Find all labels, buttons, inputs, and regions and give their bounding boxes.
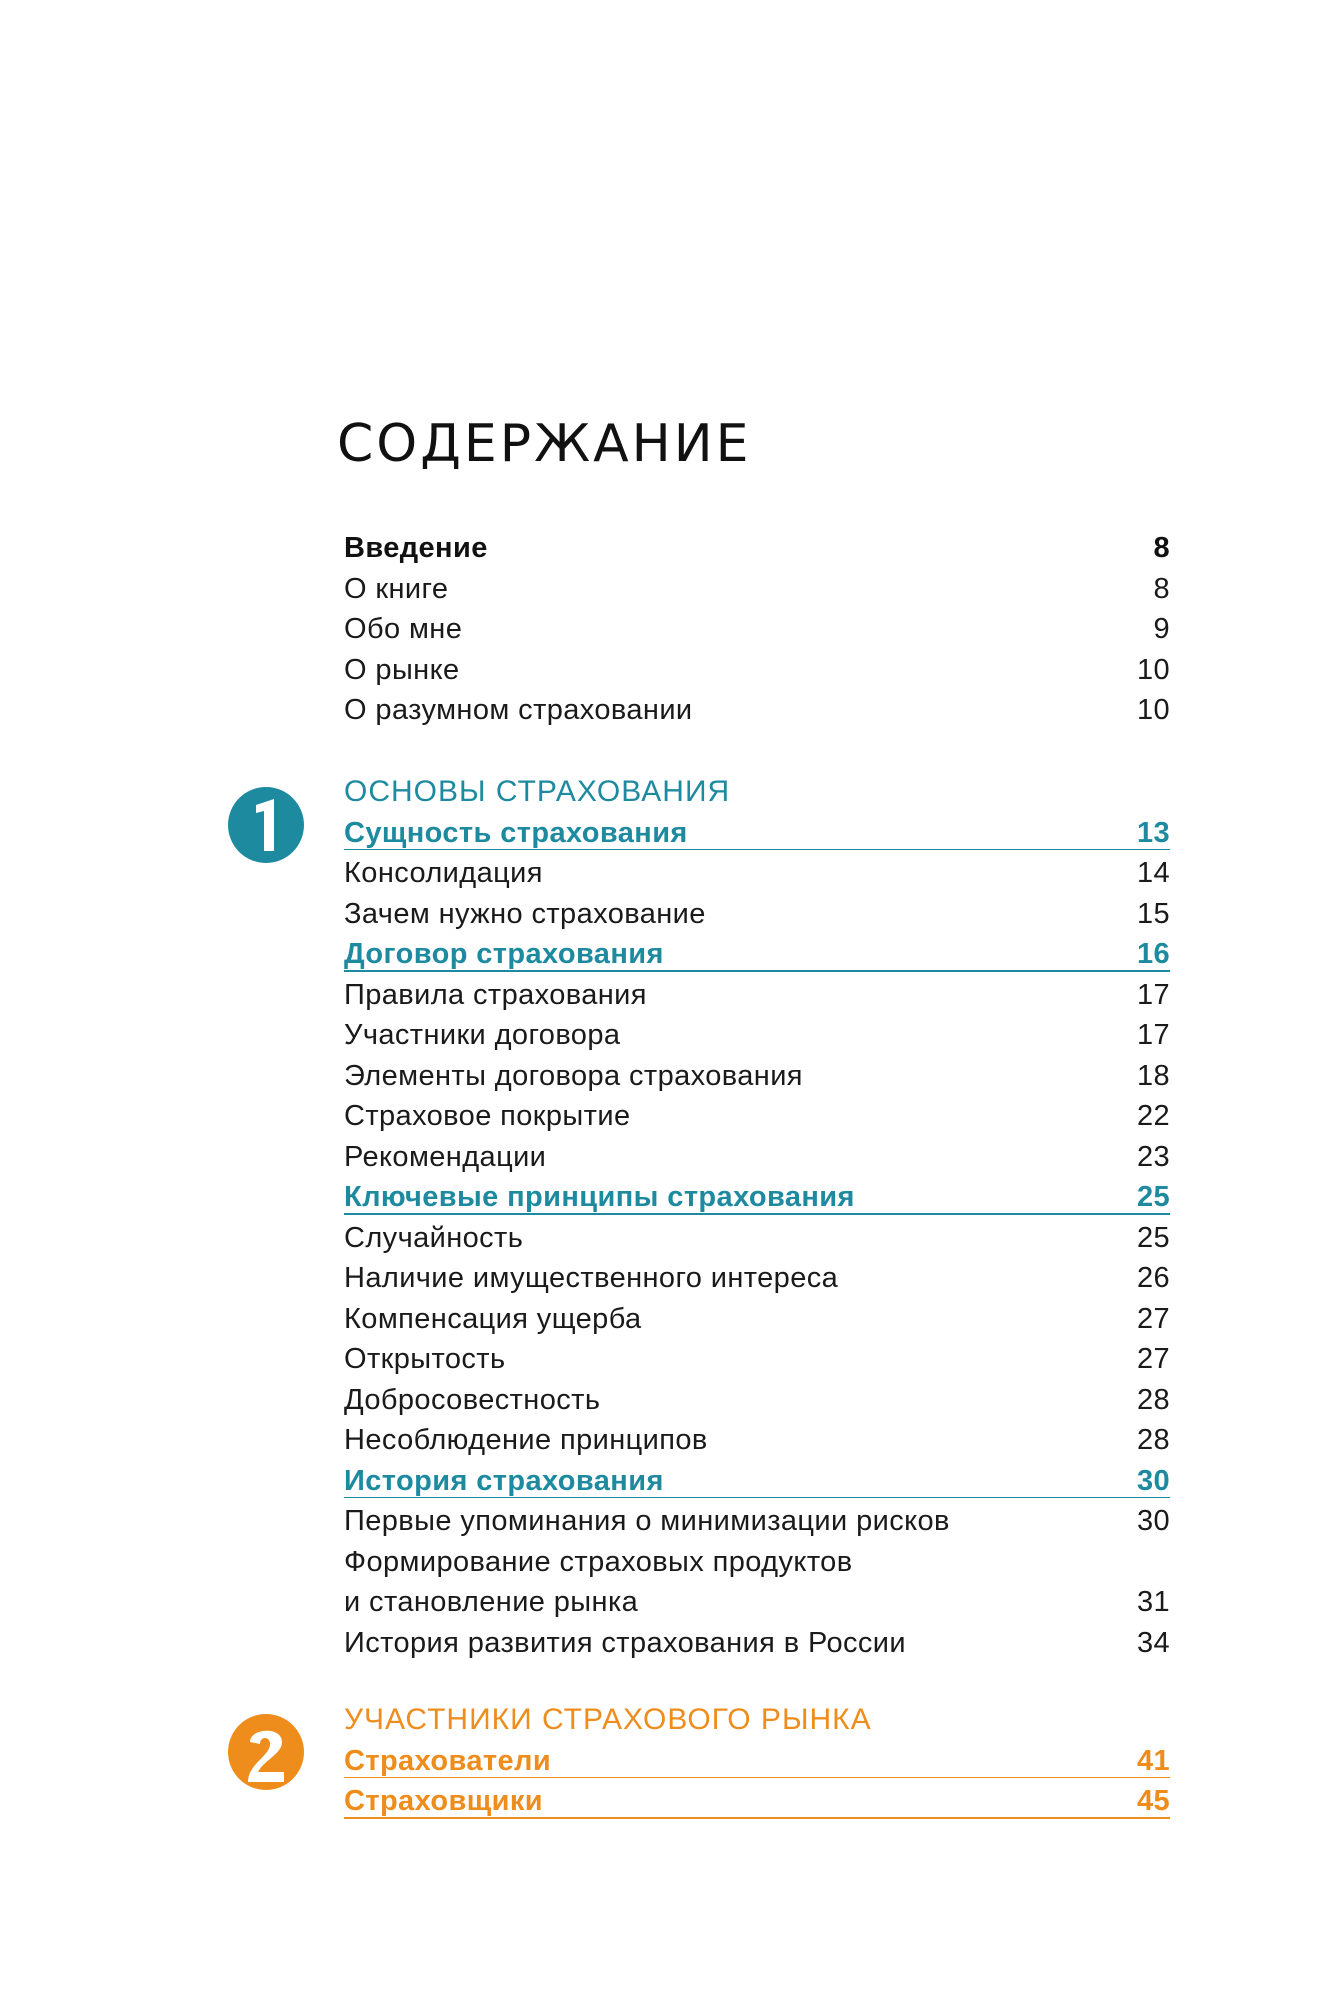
toc-item-label: Формирование страховых продуктов: [344, 1545, 853, 1578]
toc-section[interactable]: [344, 1741, 1170, 1782]
toc-item[interactable]: [344, 1015, 1170, 1056]
toc-item[interactable]: [344, 1056, 1170, 1097]
toc-item[interactable]: [344, 1380, 1170, 1421]
toc-item-label: Открытость: [344, 1343, 506, 1375]
toc-item[interactable]: [344, 569, 1170, 610]
toc-item-page: 34: [1136, 1626, 1170, 1659]
chapter-1-number-icon: [226, 785, 306, 865]
chapter-title[interactable]: [344, 1700, 1170, 1741]
toc-item-label: О рынке: [344, 653, 460, 686]
toc-item[interactable]: [344, 609, 1170, 650]
chapter-title-label: УЧАСТНИКИ СТРАХОВОГО РЫНКА: [344, 1703, 872, 1736]
toc-item-page: 9: [1153, 613, 1170, 645]
toc-item-page: 31: [1136, 1586, 1170, 1618]
toc-heading-label: Введение: [344, 532, 488, 564]
toc-item[interactable]: [344, 1096, 1170, 1137]
toc-item-label: Компенсация ущерба: [344, 1302, 642, 1335]
toc-section-label: Страхователи: [344, 1744, 552, 1777]
section-underline: [344, 1777, 1170, 1779]
toc-item[interactable]: [344, 1258, 1170, 1299]
toc-chapter-1: [344, 772, 1170, 1663]
toc-item-label: Добросовестность: [344, 1383, 601, 1416]
toc-item-label: О разумном страховании: [344, 694, 693, 726]
toc-item[interactable]: [344, 690, 1170, 731]
toc-item[interactable]: [344, 975, 1170, 1016]
toc-item-page: 30: [1136, 1505, 1170, 1537]
toc-section[interactable]: [344, 934, 1170, 975]
toc-section[interactable]: [344, 1461, 1170, 1502]
toc-item-label-continued: и становление рынка: [344, 1586, 639, 1618]
toc-item-page: 10: [1136, 653, 1170, 686]
toc-item-label: История развития страхования в России: [344, 1626, 906, 1659]
toc-item-label: Правила страхования: [344, 978, 647, 1011]
toc-item-label: Несоблюдение принципов: [344, 1424, 708, 1456]
chapter-title-label: ОСНОВЫ СТРАХОВАНИЯ: [344, 775, 731, 808]
toc-item-continuation[interactable]: [344, 1582, 1170, 1623]
toc-section-label: Сущность страхования: [344, 816, 688, 849]
toc-item-page: 22: [1136, 1100, 1170, 1132]
toc-item-page: 15: [1136, 897, 1170, 930]
toc-item[interactable]: [344, 1542, 1170, 1583]
toc-item-page: 28: [1136, 1424, 1170, 1456]
toc-section-label: Договор страхования: [344, 938, 664, 970]
toc-section-page: 16: [1136, 938, 1170, 970]
toc-section-page: 41: [1136, 1744, 1170, 1777]
toc-item-page: 27: [1136, 1302, 1170, 1335]
toc-chapter-2: [344, 1700, 1170, 1822]
toc-item-page: 17: [1136, 978, 1170, 1011]
page-title: СОДЕРЖАНИЕ: [337, 414, 752, 474]
toc-item[interactable]: [344, 1420, 1170, 1461]
toc-section[interactable]: [344, 1177, 1170, 1218]
toc-section-label: Ключевые принципы страхования: [344, 1181, 855, 1213]
toc-item[interactable]: [344, 853, 1170, 894]
toc-section[interactable]: [344, 1781, 1170, 1822]
toc-item[interactable]: [344, 1623, 1170, 1664]
toc-section-label: Страховщики: [344, 1785, 543, 1817]
toc-item-label: Зачем нужно страхование: [344, 897, 706, 930]
toc-item-page: 8: [1153, 572, 1170, 605]
toc-section-page: 30: [1136, 1464, 1170, 1497]
toc-item-label: Первые упоминания о минимизации рисков: [344, 1505, 950, 1537]
toc-item-page: 10: [1136, 694, 1170, 726]
toc-item-page: 28: [1136, 1383, 1170, 1416]
toc-item-label: О книге: [344, 572, 449, 605]
toc-item-page: 17: [1136, 1019, 1170, 1051]
chapter-2-number-icon: [226, 1712, 306, 1792]
toc-item-page: 25: [1136, 1221, 1170, 1254]
toc-item-label: Случайность: [344, 1221, 524, 1254]
toc-intro: [344, 528, 1170, 731]
toc-item-page: 18: [1136, 1059, 1170, 1092]
toc-item-label: Наличие имущественного интереса: [344, 1262, 839, 1294]
chapter-title[interactable]: [344, 772, 1170, 813]
section-underline: [344, 1213, 1170, 1215]
toc-heading-page: 8: [1153, 532, 1170, 564]
toc-item[interactable]: [344, 1218, 1170, 1259]
toc-section-page: 45: [1136, 1785, 1170, 1817]
toc-heading-intro[interactable]: [344, 528, 1170, 569]
toc-item-label: Элементы договора страхования: [344, 1059, 803, 1092]
toc-section-page: 25: [1136, 1181, 1170, 1213]
toc-item-label: Обо мне: [344, 613, 463, 645]
toc-item[interactable]: [344, 1339, 1170, 1380]
toc-item-label: Рекомендации: [344, 1140, 547, 1173]
toc-item[interactable]: [344, 650, 1170, 691]
toc-item[interactable]: [344, 1299, 1170, 1340]
toc-item-label: Консолидация: [344, 857, 543, 889]
section-underline: [344, 1497, 1170, 1499]
toc-section[interactable]: [344, 813, 1170, 854]
toc-item-page: 27: [1136, 1343, 1170, 1375]
toc-item[interactable]: [344, 894, 1170, 935]
toc-item-label: Страховое покрытие: [344, 1100, 631, 1132]
toc-item[interactable]: [344, 1137, 1170, 1178]
toc-item-page: 26: [1136, 1262, 1170, 1294]
toc-item-page: 14: [1136, 857, 1170, 889]
section-underline: [344, 849, 1170, 851]
toc-item-label: Участники договора: [344, 1019, 621, 1051]
section-underline: [344, 1817, 1170, 1819]
toc-item-page: 23: [1136, 1140, 1170, 1173]
toc-section-page: 13: [1136, 816, 1170, 849]
toc-item[interactable]: [344, 1501, 1170, 1542]
toc-section-label: История страхования: [344, 1464, 664, 1497]
section-underline: [344, 970, 1170, 972]
